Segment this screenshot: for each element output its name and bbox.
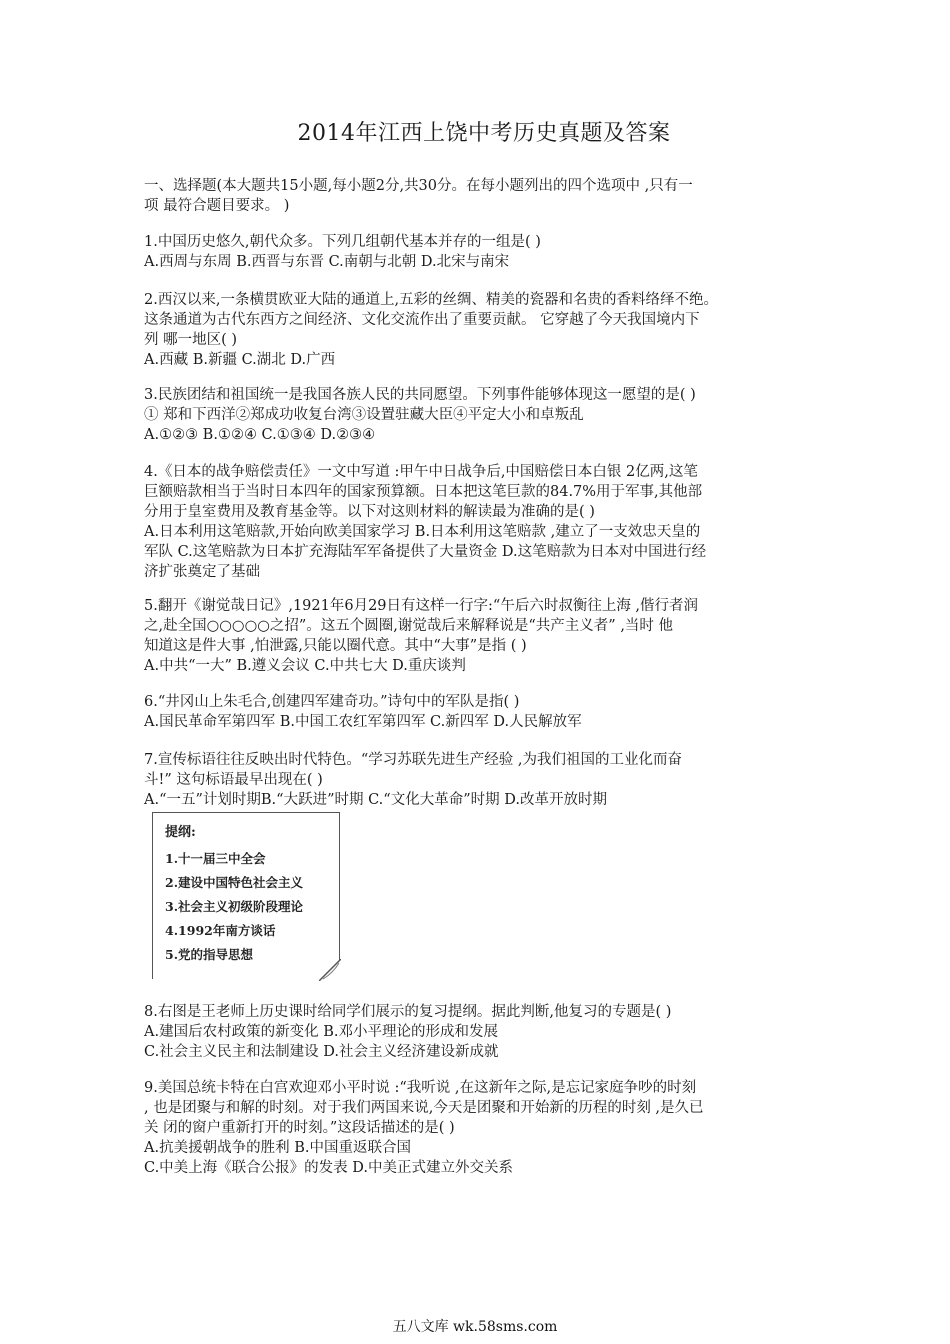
question-line: 知道这是件大事 ,怕泄露,只能以圈代意。其中“大事”是指 ( ) (144, 638, 527, 654)
question-options: A.抗美援朝战争的胜利 B.中国重返联合国 (144, 1140, 411, 1156)
question-2 (144, 290, 816, 370)
question-line: 1.中国历史悠久,朝代众多。下列几组朝代基本并存的一组是( ) (144, 234, 541, 250)
question-line: 8.右图是王老师上历史课时给同学们展示的复习提纲。据此判断,他复习的专题是( ) (144, 1004, 672, 1020)
question-line: 4.《日本的战争赔偿责任》一文中写道 :甲午中日战争后,中国赔偿日本白银 2亿两,这笔 (144, 464, 698, 480)
question-line: 2.西汉以来,一条横贯欧亚大陆的通道上,五彩的丝绸、精美的瓷器和名贵的香料络绎不绝。 (144, 292, 719, 308)
question-line: 3.民族团结和祖国统一是我国各族人民的共同愿望。下列事件能够体现这一愿望的是( ) (144, 387, 696, 403)
question-line: 斗!” 这句标语最早出现在( ) (144, 772, 323, 788)
section-line: 项 最符合题目要求。 ) (144, 198, 290, 214)
question-line: 分用于皇室费用及教育基金等。以下对这则材料的解读最为准确的是( ) (144, 504, 595, 520)
question-4 (144, 462, 816, 582)
question-options: A.建国后农村政策的新变化 B.邓小平理论的形成和发展 (144, 1024, 498, 1040)
question-line: 9.美国总统卡特在白宫欢迎邓小平时说 :“我听说 ,在这新年之际,是忘记家庭争吵的时刻 (144, 1080, 697, 1096)
question-options: A.中共“一大” B.遵义会议 C.中共七大 D.重庆谈判 (144, 658, 466, 674)
question-line: 5.翻开《谢觉哉日记》,1921年6月29日有这样一行字:“午后六时叔衡往上海 ,偕行者润 (144, 598, 699, 614)
document-page (144, 0, 816, 1344)
question-options: A.日本利用这笔赔款,开始向欧美国家学习 B.日本利用这笔赔款 ,建立了一支效忠天皇的 (144, 524, 701, 540)
question-1 (144, 232, 816, 272)
question-line: 这条通道为古代东西方之间经济、文化交流作出了重要贡献。 它穿越了今天我国境内下 (144, 312, 700, 328)
page-curl-icon (319, 959, 341, 981)
outline-figure (152, 812, 340, 979)
outline-item: 4.1992年南方谈话 (165, 923, 276, 938)
question-line: 之,赴全国○○○○○之招”。这五个圆圈,谢觉哉后来解释说是“共产主义者” ,当时 他 (144, 618, 674, 634)
question-3 (144, 385, 816, 445)
page-title: 2014年江西上饶中考历史真题及答案 (297, 121, 671, 146)
outline-item: 3.社会主义初级阶段理论 (165, 899, 304, 914)
outline-item: 2.建设中国特色社会主义 (165, 875, 304, 890)
outline-item: 1.十一届三中全会 (165, 851, 266, 866)
question-line: ① 郑和下西洋②郑成功收复台湾③设置驻藏大臣④平定大小和卓叛乱 (144, 407, 584, 423)
question-9 (144, 1078, 816, 1178)
question-options: C.社会主义民主和法制建设 D.社会主义经济建设新成就 (144, 1044, 499, 1060)
section-line: 一、选择题(本大题共15小题,每小题2分,共30分。在每小题列出的四个选项中 ,只有一 (144, 178, 693, 194)
question-options: 济扩张奠定了基础 (144, 564, 260, 580)
question-line: 巨额赔款相当于当时日本四年的国家预算额。日本把这笔巨款的84.7%用于军事,其他部 (144, 484, 703, 500)
question-options: 军队 C.这笔赔款为日本扩充海陆军军备提供了大量资金 D.这笔赔款为日本对中国进行经 (144, 544, 707, 560)
question-options: C.中美上海《联合公报》的发表 D.中美正式建立外交关系 (144, 1160, 514, 1176)
outline-item: 5.党的指导思想 (165, 947, 254, 962)
question-options: A.①②③ B.①②④ C.①③④ D.②③④ (144, 427, 376, 443)
question-options: A.国民革命军第四军 B.中国工农红军第四军 C.新四军 D.人民解放军 (144, 714, 582, 730)
question-line: 列 哪一地区( ) (144, 332, 238, 348)
question-line: 7.宣传标语往往反映出时代特色。“学习苏联先进生产经验 ,为我们祖国的工业化而奋 (144, 752, 682, 768)
question-5 (144, 596, 816, 676)
question-line: , 也是团聚与和解的时刻。对于我们两国来说,今天是团聚和开始新的历程的时刻 ,是久已 (144, 1100, 704, 1116)
question-options: A.西周与东周 B.西晋与东晋 C.南朝与北朝 D.北宋与南宋 (144, 254, 510, 270)
question-options: A.西藏 B.新疆 C.湖北 D.广西 (144, 352, 336, 368)
question-7 (144, 750, 816, 810)
footer-watermark: 五八文库 wk.58sms.com (392, 1319, 558, 1335)
section-instructions (144, 176, 816, 216)
question-options: A.“一五”计划时期B.“大跃进”时期 C.“文化大革命”时期 D.改革开放时期 (144, 792, 607, 808)
question-8 (144, 1002, 816, 1062)
outline-heading: 提纲: (165, 825, 196, 840)
question-6 (144, 692, 816, 732)
question-line: 关 闭的窗户重新打开的时刻。”这段话描述的是( ) (144, 1120, 455, 1136)
question-line: 6.“井冈山上朱毛合,创建四军建奇功。”诗句中的军队是指( ) (144, 694, 520, 710)
